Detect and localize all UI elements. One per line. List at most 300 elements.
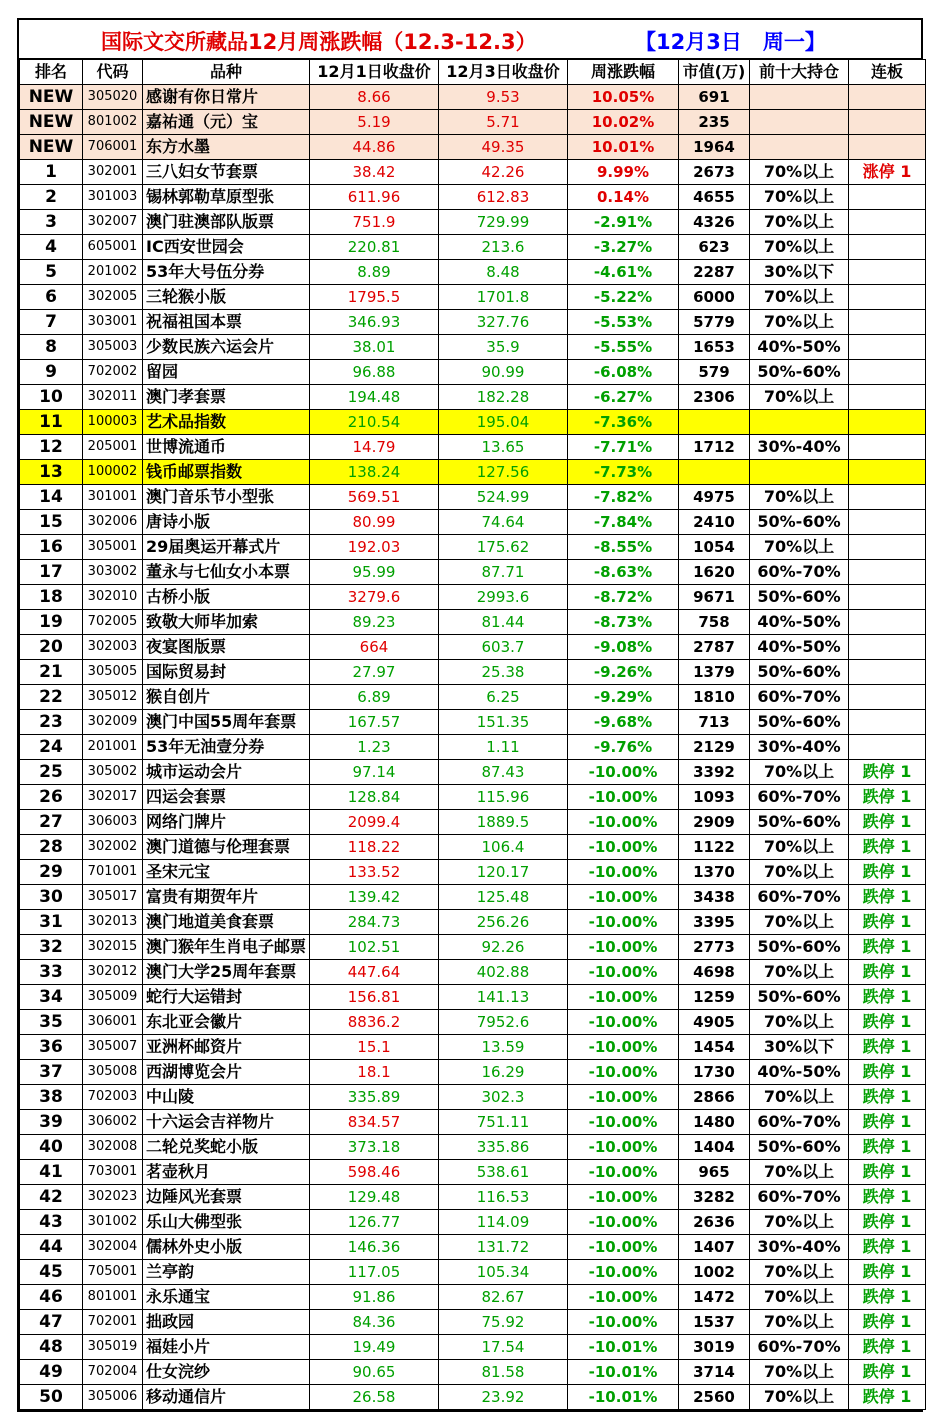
cell-name: 致敬大师毕加索	[143, 610, 310, 635]
table-row	[20, 210, 926, 235]
cell-top10-holding: 50%-60%	[750, 660, 849, 685]
cell-price-dec1: 146.36	[310, 1235, 439, 1260]
cell-weekly-change: -10.00%	[568, 1235, 679, 1260]
cell-price-dec3: 141.13	[439, 985, 568, 1010]
cell-top10-holding: 70%以上	[750, 1160, 849, 1185]
cell-limit-streak: 跌停 1	[849, 1210, 926, 1235]
cell-market-cap: 1054	[679, 535, 750, 560]
cell-code: 302009	[83, 710, 143, 735]
cell-limit-streak: 跌停 1	[849, 1285, 926, 1310]
cell-code: 302005	[83, 285, 143, 310]
cell-price-dec1: 194.48	[310, 385, 439, 410]
table-row	[20, 1185, 926, 1210]
cell-limit-streak: 跌停 1	[849, 1235, 926, 1260]
cell-name: 富贵有期贺年片	[143, 885, 310, 910]
cell-top10-holding: 50%-60%	[750, 935, 849, 960]
header-price-dec3: 12月3日收盘价	[439, 60, 568, 85]
cell-code: 305002	[83, 760, 143, 785]
cell-rank: NEW	[20, 110, 83, 135]
cell-price-dec3: 6.25	[439, 685, 568, 710]
cell-price-dec1: 133.52	[310, 860, 439, 885]
cell-price-dec1: 129.48	[310, 1185, 439, 1210]
cell-name: 董永与七仙女小本票	[143, 560, 310, 585]
cell-weekly-change: -10.00%	[568, 1110, 679, 1135]
cell-price-dec1: 117.05	[310, 1260, 439, 1285]
cell-top10-holding: 70%以上	[750, 185, 849, 210]
cell-weekly-change: -10.00%	[568, 1210, 679, 1235]
cell-limit-streak	[849, 485, 926, 510]
cell-name: 乐山大佛型张	[143, 1210, 310, 1235]
cell-weekly-change: -10.00%	[568, 1185, 679, 1210]
cell-price-dec3: 42.26	[439, 160, 568, 185]
cell-name: 二轮兑奖蛇小版	[143, 1135, 310, 1160]
table-row	[20, 1235, 926, 1260]
cell-price-dec1: 15.1	[310, 1035, 439, 1060]
cell-weekly-change: -10.01%	[568, 1360, 679, 1385]
table-row	[20, 960, 926, 985]
cell-name: 移动通信片	[143, 1385, 310, 1410]
cell-rank: 5	[20, 260, 83, 285]
cell-price-dec1: 167.57	[310, 710, 439, 735]
cell-price-dec1: 27.97	[310, 660, 439, 685]
cell-rank: 27	[20, 810, 83, 835]
cell-name: 钱币邮票指数	[143, 460, 310, 485]
cell-weekly-change: -10.00%	[568, 1160, 679, 1185]
table-row	[20, 410, 926, 435]
cell-rank: 19	[20, 610, 83, 635]
cell-top10-holding	[750, 135, 849, 160]
cell-code: 702004	[83, 1360, 143, 1385]
cell-price-dec1: 569.51	[310, 485, 439, 510]
cell-top10-holding: 70%以上	[750, 1010, 849, 1035]
cell-limit-streak: 跌停 1	[849, 960, 926, 985]
cell-name: 东北亚会徽片	[143, 1010, 310, 1035]
cell-name: 蛇行大运错封	[143, 985, 310, 1010]
cell-code: 100003	[83, 410, 143, 435]
cell-price-dec3: 35.9	[439, 335, 568, 360]
cell-top10-holding: 30%-40%	[750, 735, 849, 760]
cell-name: 唐诗小版	[143, 510, 310, 535]
cell-name: 四运会套票	[143, 785, 310, 810]
cell-weekly-change: -10.00%	[568, 960, 679, 985]
header-top10-holding: 前十大持仓	[750, 60, 849, 85]
cell-code: 305003	[83, 335, 143, 360]
cell-price-dec1: 664	[310, 635, 439, 660]
cell-limit-streak: 跌停 1	[849, 1385, 926, 1410]
cell-rank: 9	[20, 360, 83, 385]
cell-weekly-change: -8.72%	[568, 585, 679, 610]
cell-name: 东方水墨	[143, 135, 310, 160]
cell-weekly-change: -10.00%	[568, 810, 679, 835]
table-row	[20, 1310, 926, 1335]
cell-limit-streak	[849, 660, 926, 685]
cell-market-cap: 2306	[679, 385, 750, 410]
cell-top10-holding: 60%-70%	[750, 685, 849, 710]
cell-limit-streak: 跌停 1	[849, 1310, 926, 1335]
cell-top10-holding: 70%以上	[750, 385, 849, 410]
cell-top10-holding: 40%-50%	[750, 335, 849, 360]
table-row	[20, 585, 926, 610]
table-row	[20, 885, 926, 910]
cell-code: 305020	[83, 85, 143, 110]
cell-limit-streak: 跌停 1	[849, 1160, 926, 1185]
cell-rank: 6	[20, 285, 83, 310]
cell-weekly-change: -4.61%	[568, 260, 679, 285]
cell-weekly-change: -5.53%	[568, 310, 679, 335]
cell-price-dec1: 44.86	[310, 135, 439, 160]
table-row	[20, 285, 926, 310]
cell-limit-streak	[849, 410, 926, 435]
cell-price-dec1: 84.36	[310, 1310, 439, 1335]
table-row	[20, 1060, 926, 1085]
cell-top10-holding: 50%-60%	[750, 710, 849, 735]
cell-market-cap	[679, 460, 750, 485]
cell-code: 205001	[83, 435, 143, 460]
cell-market-cap: 3282	[679, 1185, 750, 1210]
cell-price-dec3: 612.83	[439, 185, 568, 210]
cell-code: 801001	[83, 1285, 143, 1310]
cell-market-cap: 758	[679, 610, 750, 635]
cell-market-cap: 2129	[679, 735, 750, 760]
cell-market-cap: 579	[679, 360, 750, 385]
cell-top10-holding: 60%-70%	[750, 560, 849, 585]
cell-limit-streak: 跌停 1	[849, 1135, 926, 1160]
cell-price-dec3: 16.29	[439, 1060, 568, 1085]
cell-price-dec1: 80.99	[310, 510, 439, 535]
cell-name: 澳门中国55周年套票	[143, 710, 310, 735]
cell-rank: 2	[20, 185, 83, 210]
cell-limit-streak	[849, 460, 926, 485]
table-row	[20, 560, 926, 585]
cell-price-dec1: 373.18	[310, 1135, 439, 1160]
cell-limit-streak	[849, 535, 926, 560]
table-row	[20, 110, 926, 135]
cell-price-dec1: 598.46	[310, 1160, 439, 1185]
cell-name: 澳门驻澳部队版票	[143, 210, 310, 235]
cell-price-dec1: 192.03	[310, 535, 439, 560]
cell-price-dec1: 8.89	[310, 260, 439, 285]
cell-code: 605001	[83, 235, 143, 260]
table-row	[20, 1135, 926, 1160]
cell-limit-streak: 跌停 1	[849, 1060, 926, 1085]
table-row	[20, 360, 926, 385]
cell-top10-holding: 70%以上	[750, 1385, 849, 1410]
cell-price-dec1: 335.89	[310, 1085, 439, 1110]
cell-rank: 44	[20, 1235, 83, 1260]
cell-name: 祝福祖国本票	[143, 310, 310, 335]
cell-weekly-change: -7.73%	[568, 460, 679, 485]
cell-name: 三八妇女节套票	[143, 160, 310, 185]
cell-rank: 50	[20, 1385, 83, 1410]
cell-market-cap: 4975	[679, 485, 750, 510]
table-row	[20, 785, 926, 810]
cell-name: 29届奥运开幕式片	[143, 535, 310, 560]
cell-top10-holding: 60%-70%	[750, 785, 849, 810]
header-limit-streak: 连板	[849, 60, 926, 85]
cell-code: 303001	[83, 310, 143, 335]
ranking-table	[19, 59, 926, 1410]
cell-code: 702003	[83, 1085, 143, 1110]
table-body	[20, 85, 926, 1410]
cell-top10-holding: 30%以下	[750, 1035, 849, 1060]
cell-rank: 38	[20, 1085, 83, 1110]
cell-market-cap: 2560	[679, 1385, 750, 1410]
cell-market-cap: 1122	[679, 835, 750, 860]
cell-weekly-change: -10.00%	[568, 1310, 679, 1335]
cell-limit-streak: 涨停 1	[849, 160, 926, 185]
cell-price-dec1: 89.23	[310, 610, 439, 635]
cell-market-cap: 9671	[679, 585, 750, 610]
cell-price-dec1: 38.01	[310, 335, 439, 360]
cell-code: 702002	[83, 360, 143, 385]
cell-name: 艺术品指数	[143, 410, 310, 435]
cell-limit-streak	[849, 585, 926, 610]
cell-code: 305009	[83, 985, 143, 1010]
cell-top10-holding: 50%-60%	[750, 510, 849, 535]
cell-code: 301002	[83, 1210, 143, 1235]
cell-weekly-change: 10.02%	[568, 110, 679, 135]
cell-rank: 36	[20, 1035, 83, 1060]
cell-code: 302015	[83, 935, 143, 960]
cell-limit-streak: 跌停 1	[849, 785, 926, 810]
cell-price-dec3: 75.92	[439, 1310, 568, 1335]
table-row	[20, 610, 926, 635]
cell-limit-streak: 跌停 1	[849, 910, 926, 935]
cell-name: 仕女浣纱	[143, 1360, 310, 1385]
cell-rank: 46	[20, 1285, 83, 1310]
cell-weekly-change: -5.22%	[568, 285, 679, 310]
cell-rank: 41	[20, 1160, 83, 1185]
cell-price-dec1: 18.1	[310, 1060, 439, 1085]
cell-rank: 16	[20, 535, 83, 560]
cell-code: 706001	[83, 135, 143, 160]
cell-price-dec3: 120.17	[439, 860, 568, 885]
table-row	[20, 185, 926, 210]
cell-top10-holding: 70%以上	[750, 310, 849, 335]
cell-market-cap: 1093	[679, 785, 750, 810]
cell-code: 306001	[83, 1010, 143, 1035]
table-row	[20, 135, 926, 160]
cell-name: 锡林郭勒草原型张	[143, 185, 310, 210]
cell-code: 801002	[83, 110, 143, 135]
cell-weekly-change: -10.00%	[568, 760, 679, 785]
cell-top10-holding: 70%以上	[750, 960, 849, 985]
cell-market-cap: 4698	[679, 960, 750, 985]
cell-price-dec3: 151.35	[439, 710, 568, 735]
cell-weekly-change: 0.14%	[568, 185, 679, 210]
cell-market-cap: 1810	[679, 685, 750, 710]
cell-weekly-change: -5.55%	[568, 335, 679, 360]
cell-rank: 15	[20, 510, 83, 535]
cell-weekly-change: -10.00%	[568, 1135, 679, 1160]
cell-rank: 49	[20, 1360, 83, 1385]
cell-weekly-change: 10.05%	[568, 85, 679, 110]
cell-price-dec1: 346.93	[310, 310, 439, 335]
cell-weekly-change: -9.26%	[568, 660, 679, 685]
cell-weekly-change: -10.00%	[568, 935, 679, 960]
cell-price-dec3: 175.62	[439, 535, 568, 560]
cell-rank: 18	[20, 585, 83, 610]
cell-rank: 39	[20, 1110, 83, 1135]
cell-price-dec1: 220.81	[310, 235, 439, 260]
cell-rank: 20	[20, 635, 83, 660]
cell-price-dec3: 49.35	[439, 135, 568, 160]
cell-limit-streak	[849, 610, 926, 635]
cell-price-dec3: 335.86	[439, 1135, 568, 1160]
table-row	[20, 810, 926, 835]
cell-weekly-change: 10.01%	[568, 135, 679, 160]
cell-price-dec3: 5.71	[439, 110, 568, 135]
cell-weekly-change: -10.00%	[568, 785, 679, 810]
table-row	[20, 1010, 926, 1035]
cell-weekly-change: -10.00%	[568, 885, 679, 910]
cell-limit-streak	[849, 235, 926, 260]
cell-price-dec3: 114.09	[439, 1210, 568, 1235]
table-row	[20, 535, 926, 560]
cell-market-cap: 1712	[679, 435, 750, 460]
cell-rank: 48	[20, 1335, 83, 1360]
cell-name: 澳门孝套票	[143, 385, 310, 410]
cell-price-dec1: 156.81	[310, 985, 439, 1010]
cell-code: 302001	[83, 160, 143, 185]
cell-weekly-change: -3.27%	[568, 235, 679, 260]
table-row	[20, 160, 926, 185]
cell-price-dec3: 729.99	[439, 210, 568, 235]
cell-weekly-change: -2.91%	[568, 210, 679, 235]
table-row	[20, 1035, 926, 1060]
cell-code: 201002	[83, 260, 143, 285]
cell-limit-streak	[849, 310, 926, 335]
table-row	[20, 1260, 926, 1285]
cell-price-dec1: 102.51	[310, 935, 439, 960]
cell-price-dec3: 538.61	[439, 1160, 568, 1185]
cell-limit-streak	[849, 85, 926, 110]
cell-limit-streak: 跌停 1	[849, 1110, 926, 1135]
cell-name: 圣宋元宝	[143, 860, 310, 885]
cell-market-cap: 1480	[679, 1110, 750, 1135]
cell-price-dec3: 125.48	[439, 885, 568, 910]
cell-rank: 23	[20, 710, 83, 735]
cell-code: 305001	[83, 535, 143, 560]
cell-market-cap: 1259	[679, 985, 750, 1010]
cell-price-dec1: 834.57	[310, 1110, 439, 1135]
table-row	[20, 335, 926, 360]
cell-weekly-change: -10.00%	[568, 1085, 679, 1110]
cell-name: 三轮猴小版	[143, 285, 310, 310]
cell-weekly-change: -10.00%	[568, 910, 679, 935]
cell-top10-holding: 60%-70%	[750, 885, 849, 910]
cell-price-dec3: 87.71	[439, 560, 568, 585]
cell-code: 702001	[83, 1310, 143, 1335]
cell-rank: 25	[20, 760, 83, 785]
cell-rank: 28	[20, 835, 83, 860]
cell-price-dec3: 524.99	[439, 485, 568, 510]
table-row	[20, 835, 926, 860]
cell-price-dec1: 3279.6	[310, 585, 439, 610]
table-row	[20, 860, 926, 885]
cell-limit-streak: 跌停 1	[849, 1260, 926, 1285]
cell-price-dec3: 23.92	[439, 1385, 568, 1410]
cell-price-dec3: 2993.6	[439, 585, 568, 610]
cell-name: 澳门大学25周年套票	[143, 960, 310, 985]
cell-top10-holding: 70%以上	[750, 835, 849, 860]
cell-top10-holding: 60%-70%	[750, 1335, 849, 1360]
cell-weekly-change: -6.27%	[568, 385, 679, 410]
cell-name: 福娃小片	[143, 1335, 310, 1360]
price-change-sheet	[17, 18, 923, 1412]
cell-top10-holding	[750, 110, 849, 135]
cell-name: 儒林外史小版	[143, 1235, 310, 1260]
cell-rank: 10	[20, 385, 83, 410]
header-market-cap: 市值(万)	[679, 60, 750, 85]
cell-market-cap: 623	[679, 235, 750, 260]
cell-price-dec1: 1.23	[310, 735, 439, 760]
cell-name: 猴自创片	[143, 685, 310, 710]
cell-name: 世博流通币	[143, 435, 310, 460]
cell-top10-holding: 30%以下	[750, 260, 849, 285]
cell-price-dec3: 9.53	[439, 85, 568, 110]
cell-market-cap: 5779	[679, 310, 750, 335]
cell-code: 301003	[83, 185, 143, 210]
cell-market-cap: 1370	[679, 860, 750, 885]
cell-price-dec3: 195.04	[439, 410, 568, 435]
cell-weekly-change: -10.00%	[568, 1035, 679, 1060]
cell-rank: 3	[20, 210, 83, 235]
cell-name: 兰亭韵	[143, 1260, 310, 1285]
cell-limit-streak	[849, 360, 926, 385]
cell-rank: 26	[20, 785, 83, 810]
cell-rank: 35	[20, 1010, 83, 1035]
table-row	[20, 660, 926, 685]
cell-price-dec1: 128.84	[310, 785, 439, 810]
cell-rank: 29	[20, 860, 83, 885]
cell-rank: 31	[20, 910, 83, 935]
cell-name: 留园	[143, 360, 310, 385]
cell-rank: 22	[20, 685, 83, 710]
cell-limit-streak: 跌停 1	[849, 1010, 926, 1035]
cell-weekly-change: -7.71%	[568, 435, 679, 460]
cell-price-dec1: 751.9	[310, 210, 439, 235]
table-row	[20, 310, 926, 335]
cell-rank: 8	[20, 335, 83, 360]
cell-price-dec1: 5.19	[310, 110, 439, 135]
cell-top10-holding: 70%以上	[750, 535, 849, 560]
cell-code: 303002	[83, 560, 143, 585]
cell-weekly-change: -9.68%	[568, 710, 679, 735]
cell-top10-holding: 50%-60%	[750, 1135, 849, 1160]
cell-market-cap: 2773	[679, 935, 750, 960]
cell-top10-holding: 70%以上	[750, 760, 849, 785]
cell-market-cap: 713	[679, 710, 750, 735]
cell-price-dec1: 26.58	[310, 1385, 439, 1410]
cell-market-cap: 1002	[679, 1260, 750, 1285]
cell-code: 305008	[83, 1060, 143, 1085]
cell-limit-streak	[849, 735, 926, 760]
header-code: 代码	[83, 60, 143, 85]
cell-code: 703001	[83, 1160, 143, 1185]
cell-limit-streak	[849, 210, 926, 235]
cell-limit-streak: 跌停 1	[849, 985, 926, 1010]
table-row	[20, 435, 926, 460]
cell-code: 305005	[83, 660, 143, 685]
cell-price-dec1: 90.65	[310, 1360, 439, 1385]
cell-limit-streak: 跌停 1	[849, 1035, 926, 1060]
cell-limit-streak: 跌停 1	[849, 810, 926, 835]
table-row	[20, 235, 926, 260]
cell-code: 302003	[83, 635, 143, 660]
cell-rank: 12	[20, 435, 83, 460]
cell-top10-holding: 70%以上	[750, 210, 849, 235]
